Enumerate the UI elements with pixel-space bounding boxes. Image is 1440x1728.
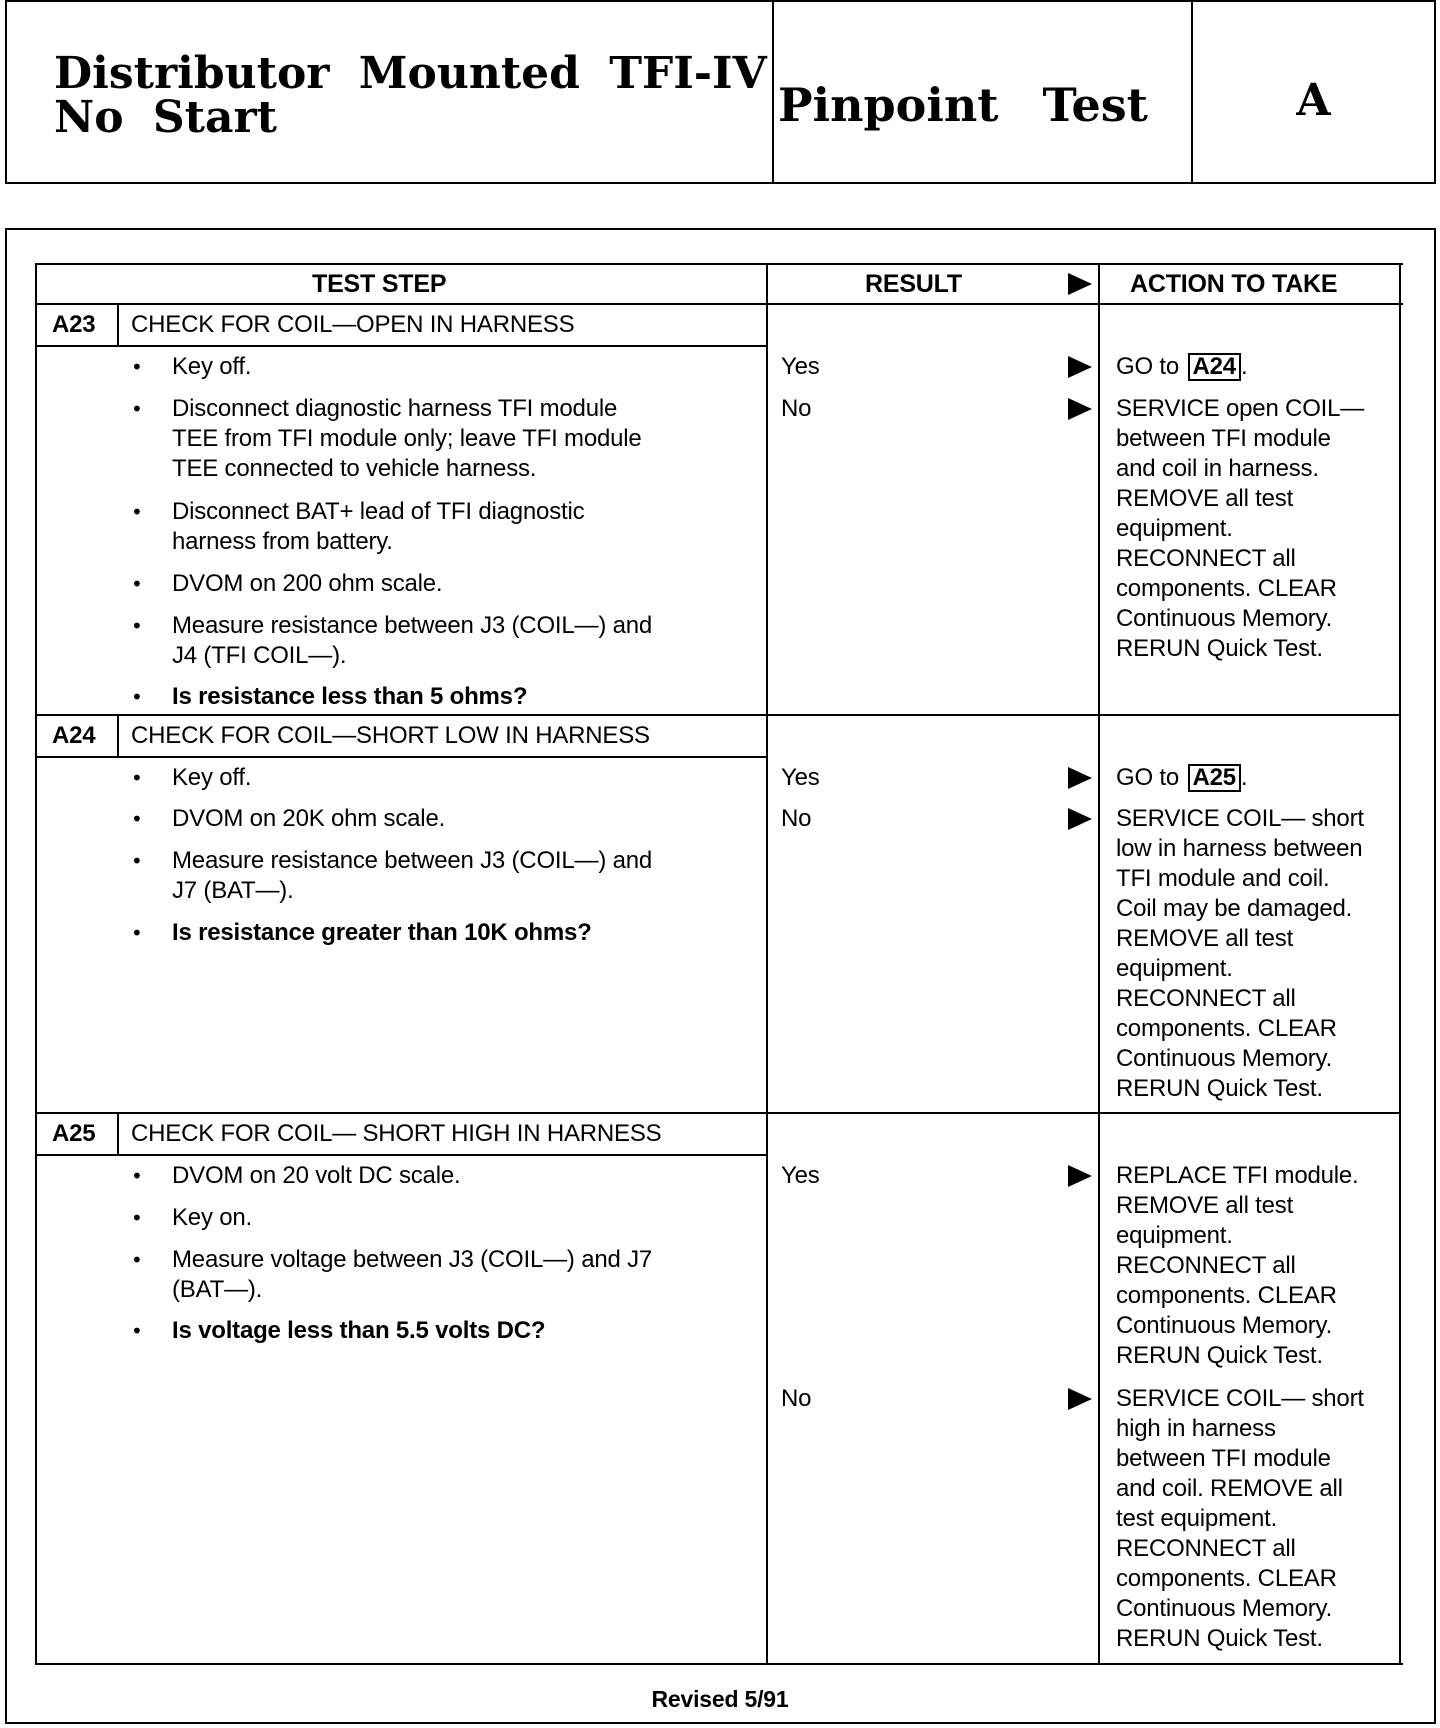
a24-goto-ref-link[interactable]: A25 [1188, 764, 1241, 792]
step-title-a25: CHECK FOR COIL— SHORT HIGH IN HARNESS [131, 1120, 662, 1147]
bullet-icon: • [131, 766, 143, 790]
a25-no-arrow-icon [1068, 1388, 1092, 1410]
page-header [5, 0, 1436, 184]
a24-no-action-line10: RERUN Quick Test. [1116, 1075, 1323, 1102]
a23-no-action-line8: Continuous Memory. [1116, 605, 1333, 632]
table-right-border [1399, 263, 1401, 1665]
a24-bullet-2: DVOM on 20K ohm scale. [172, 805, 446, 832]
a23-yes-action-suffix: . [1240, 353, 1248, 380]
a25-id-divider [117, 1112, 119, 1156]
a23-no-action-line1: SERVICE open COIL— [1116, 395, 1365, 422]
a25-yes-action-line7: RERUN Quick Test. [1116, 1342, 1323, 1369]
a24-no-arrow-icon [1068, 808, 1092, 830]
bullet-icon: • [131, 614, 143, 638]
a23-bullet-3-line2: harness from battery. [172, 528, 393, 555]
a25-bullet-1: DVOM on 20 volt DC scale. [172, 1162, 461, 1189]
a25-step-top [35, 1112, 1401, 1114]
header-pinpoint: Pinpoint Test [778, 78, 1148, 132]
a23-bullet-3-line1: Disconnect BAT+ lead of TFI diagnostic [172, 498, 585, 525]
a25-no-action-line2: high in harness [1116, 1415, 1276, 1442]
a24-yes-action [1116, 763, 1247, 793]
a25-yes-action-line6: Continuous Memory. [1116, 1312, 1333, 1339]
header-letter-cell [1193, 2, 1434, 182]
action-col-divider [1098, 263, 1100, 1665]
a24-bullet-3-line1: Measure resistance between J3 (COIL—) and [172, 847, 653, 874]
a25-bullet-2: Key on. [172, 1204, 252, 1231]
bullet-icon: • [131, 1319, 143, 1343]
revision-footer: Revised 5/91 [651, 1686, 789, 1712]
table-top-border [35, 263, 1403, 265]
a23-no-action-line9: RERUN Quick Test. [1116, 635, 1323, 662]
a23-bullet-2-line3: TEE connected to vehicle harness. [172, 455, 537, 482]
a23-no-action-line6: RECONNECT all [1116, 545, 1296, 572]
bullet-icon: • [131, 849, 143, 873]
a25-no-action-line6: RECONNECT all [1116, 1535, 1296, 1562]
a23-title-bottom [35, 345, 766, 347]
a23-no-action-line4: REMOVE all test [1116, 485, 1294, 512]
a24-result-no: No [781, 805, 812, 832]
step-id-a23: A23 [52, 311, 96, 338]
bullet-icon: • [131, 921, 143, 945]
header-title-line1: Distributor Mounted TFI-IV [54, 48, 767, 99]
a25-title-bottom [35, 1154, 766, 1156]
a25-yes-arrow-icon [1068, 1165, 1092, 1187]
step-id-a24: A24 [52, 722, 96, 749]
a23-yes-action-prefix: GO to [1116, 353, 1180, 380]
a25-question: Is voltage less than 5.5 volts DC? [172, 1317, 546, 1344]
bullet-icon: • [131, 1206, 143, 1230]
a25-yes-action-line3: equipment. [1116, 1222, 1233, 1249]
a24-yes-action-prefix: GO to [1116, 764, 1180, 791]
a24-step-top [35, 714, 1401, 716]
a24-no-action-line4: Coil may be damaged. [1116, 895, 1353, 922]
a23-question: Is resistance less than 5 ohms? [172, 683, 528, 710]
bullet-icon: • [131, 397, 143, 421]
a25-no-action-line5: test equipment. [1116, 1505, 1278, 1532]
a23-bullet-5-line2: J4 (TFI COIL—). [172, 642, 347, 669]
a25-bullet-3-line2: (BAT—). [172, 1276, 263, 1303]
a23-yes-action [1116, 352, 1247, 382]
a23-goto-ref-link[interactable]: A24 [1188, 353, 1241, 381]
a23-bullet-2-line2: TEE from TFI module only; leave TFI module [172, 425, 642, 452]
a25-result-no: No [781, 1385, 812, 1412]
a23-id-divider [117, 303, 119, 347]
bullet-icon: • [131, 685, 143, 709]
a25-yes-action-line4: RECONNECT all [1116, 1252, 1296, 1279]
a23-bullet-4: DVOM on 200 ohm scale. [172, 570, 443, 597]
a24-no-action-line9: Continuous Memory. [1116, 1045, 1333, 1072]
a23-bullet-2-line1: Disconnect diagnostic harness TFI module [172, 395, 618, 422]
col-header-action: ACTION TO TAKE [1130, 270, 1338, 298]
bullet-icon: • [131, 807, 143, 831]
bullet-icon: • [131, 355, 143, 379]
a24-result-yes: Yes [781, 764, 820, 791]
a23-no-action-line7: components. CLEAR [1116, 575, 1337, 602]
a24-no-action-line6: equipment. [1116, 955, 1233, 982]
a25-no-action-line4: and coil. REMOVE all [1116, 1475, 1343, 1502]
a24-no-action-line7: RECONNECT all [1116, 985, 1296, 1012]
a23-no-action-line2: between TFI module [1116, 425, 1331, 452]
table-left-border [35, 263, 37, 1665]
a23-result-yes: Yes [781, 353, 820, 380]
step-title-a23: CHECK FOR COIL—OPEN IN HARNESS [131, 311, 575, 338]
a25-no-action-line3: between TFI module [1116, 1445, 1331, 1472]
a23-bullet-5-line1: Measure resistance between J3 (COIL—) and [172, 612, 653, 639]
a24-yes-arrow-icon [1068, 767, 1092, 789]
bullet-icon: • [131, 572, 143, 596]
a25-yes-action-line5: components. CLEAR [1116, 1282, 1337, 1309]
bullet-icon: • [131, 1248, 143, 1272]
col-header-arrow-icon [1068, 273, 1092, 295]
col-header-test-step: TEST STEP [312, 270, 447, 298]
step-id-a25: A25 [52, 1120, 96, 1147]
a24-no-action-line5: REMOVE all test [1116, 925, 1294, 952]
a25-yes-action-line1: REPLACE TFI module. [1116, 1162, 1359, 1189]
header-title-cell [7, 2, 774, 182]
a24-title-bottom [35, 756, 766, 758]
a24-yes-action-suffix: . [1240, 764, 1248, 791]
header-pinpoint-cell [774, 2, 1193, 182]
bullet-icon: • [131, 500, 143, 524]
a25-no-action-line1: SERVICE COIL— short [1116, 1385, 1364, 1412]
header-title-line2: No Start [54, 92, 277, 143]
a25-no-action-line8: Continuous Memory. [1116, 1595, 1333, 1622]
header-test-letter: A [1296, 74, 1331, 126]
a24-no-action-line3: TFI module and coil. [1116, 865, 1330, 892]
a24-id-divider [117, 714, 119, 758]
a24-bullet-1: Key off. [172, 764, 252, 791]
a24-bullet-3-line2: J7 (BAT—). [172, 877, 294, 904]
bullet-icon: • [131, 1164, 143, 1188]
step-title-a24: CHECK FOR COIL—SHORT LOW IN HARNESS [131, 722, 650, 749]
a25-bullet-3-line1: Measure voltage between J3 (COIL—) and J7 [172, 1246, 653, 1273]
a25-result-yes: Yes [781, 1162, 820, 1189]
a24-no-action-line2: low in harness between [1116, 835, 1363, 862]
a24-no-action-line1: SERVICE COIL— short [1116, 805, 1364, 832]
a23-result-no: No [781, 395, 812, 422]
a23-no-action-line3: and coil in harness. [1116, 455, 1319, 482]
a24-question: Is resistance greater than 10K ohms? [172, 919, 592, 946]
a23-bullet-1: Key off. [172, 353, 252, 380]
a23-no-action-line5: equipment. [1116, 515, 1233, 542]
a25-yes-action-line2: REMOVE all test [1116, 1192, 1294, 1219]
a25-no-action-line9: RERUN Quick Test. [1116, 1625, 1323, 1652]
a25-no-action-line7: components. CLEAR [1116, 1565, 1337, 1592]
result-col-divider [766, 263, 768, 1665]
a23-yes-arrow-icon [1068, 356, 1092, 378]
a23-no-arrow-icon [1068, 398, 1092, 420]
col-header-result: RESULT [865, 270, 962, 298]
a24-no-action-line8: components. CLEAR [1116, 1015, 1337, 1042]
table-bottom-border [35, 1663, 1403, 1665]
header-row-bottom [35, 303, 1403, 305]
